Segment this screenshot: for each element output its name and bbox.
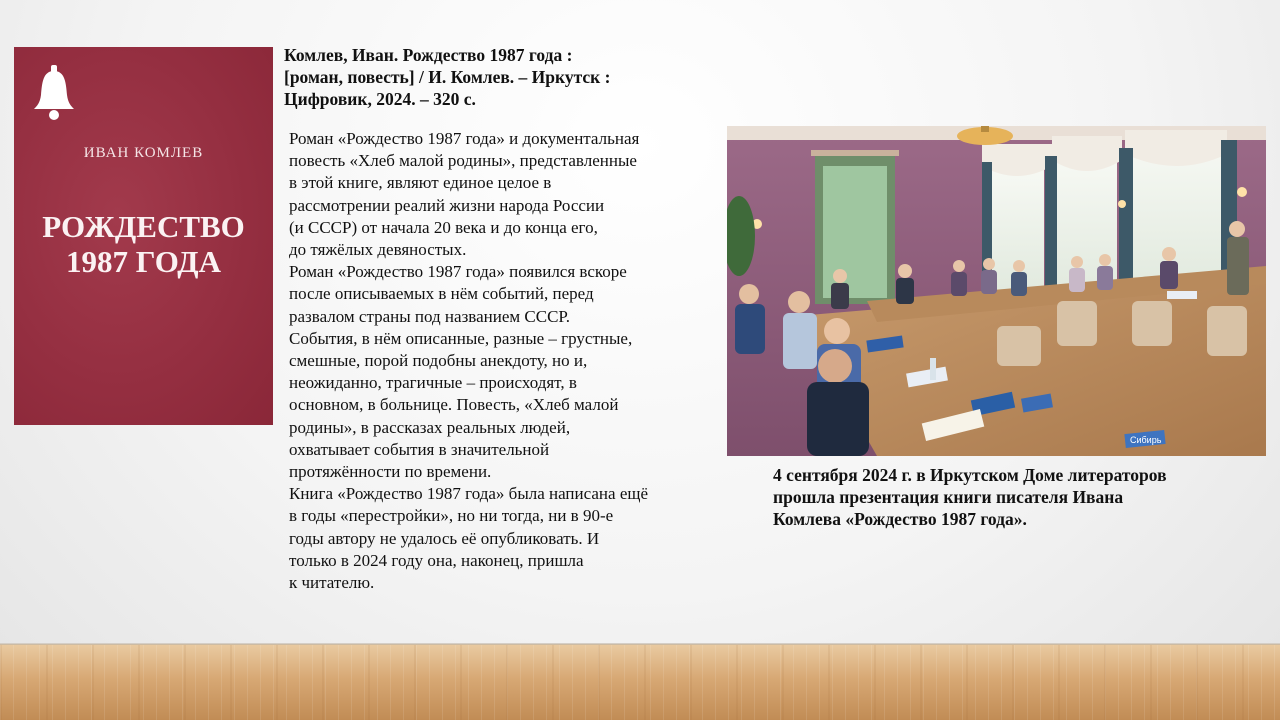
description-line: годы автору не удалось её опубликовать. И — [289, 528, 600, 548]
biblio-line: Цифровик, 2024. – 320 с. — [284, 89, 476, 109]
cover-title-line-2: 1987 ГОДА — [66, 244, 221, 279]
book-cover-image — [14, 47, 273, 425]
bell-icon — [33, 65, 75, 121]
description-line: Книга «Рождество 1987 года» была написана ещё — [289, 484, 649, 504]
cover-title — [14, 209, 273, 279]
book-description — [289, 128, 729, 594]
description-line: неожиданно, трагичные – происходят, в — [289, 373, 577, 393]
description-line: охватывает события в значительной — [289, 439, 550, 459]
wooden-floor-decoration — [0, 645, 1280, 720]
description-line: События, в нём описанные, разные – грустные, — [289, 328, 633, 348]
presentation-photo-illustration — [727, 126, 1266, 456]
description-line: до тяжёлых девяностых. — [289, 240, 467, 260]
caption-line: Комлева «Рождество 1987 года». — [773, 509, 1027, 529]
description-line: только в 2024 году она, наконец, пришла — [289, 550, 584, 570]
caption-line: прошла презентация книги писателя Ивана — [773, 487, 1124, 507]
photo-book-label: Сибирь — [1130, 435, 1162, 445]
description-line: развалом страны под названием СССР. — [289, 306, 570, 326]
description-line: повесть «Хлеб малой родины», представленные — [289, 151, 637, 171]
bibliographic-record — [284, 44, 704, 110]
description-line: основном, в больнице. Повесть, «Хлеб малой — [289, 395, 619, 415]
description-line: Роман «Рождество 1987 года» появился вскоре — [289, 262, 627, 282]
description-line: родины», в рассказах реальных людей, — [289, 417, 571, 437]
description-line: к читателю. — [289, 573, 375, 593]
description-line: рассмотрении реалий жизни народа России — [289, 195, 605, 215]
description-line: в годы «перестройки», но ни тогда, ни в 90-е — [289, 506, 614, 526]
description-line: в этой книге, являют единое целое в — [289, 173, 552, 193]
caption-line: 4 сентября 2024 г. в Иркутском Доме литераторов — [773, 465, 1167, 485]
description-line: протяжённости по времени. — [289, 462, 492, 482]
description-line: смешные, порой подобны анекдоту, но и, — [289, 351, 588, 371]
description-line: Роман «Рождество 1987 года» и документальная — [289, 129, 640, 148]
description-line: (и СССР) от начала 20 века и до конца его, — [289, 217, 598, 237]
description-line: после описываемых в нём событий, перед — [289, 284, 594, 304]
biblio-line: [роман, повесть] / И. Комлев. – Иркутск : — [284, 67, 611, 87]
photo-caption — [773, 464, 1253, 530]
biblio-line: Комлев, Иван. Рождество 1987 года : — [284, 45, 573, 65]
cover-author: ИВАН КОМЛЕВ — [83, 145, 204, 161]
cover-title-line-1: РОЖДЕСТВО — [42, 209, 245, 244]
presentation-photo — [727, 126, 1266, 456]
